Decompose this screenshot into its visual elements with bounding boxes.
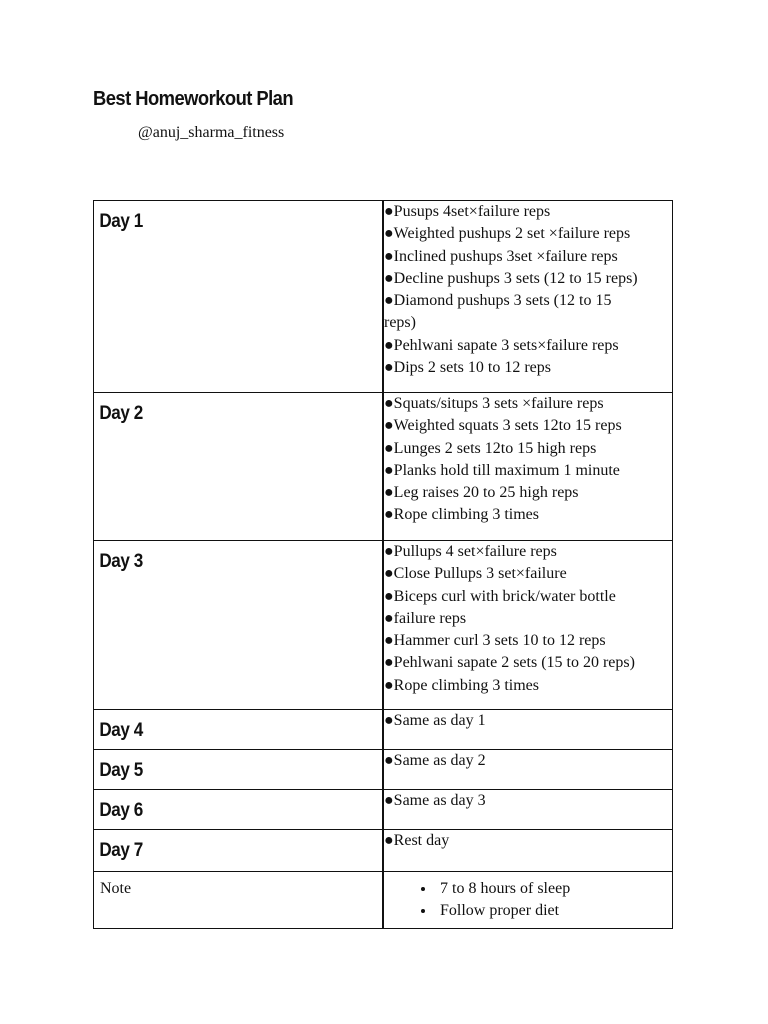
- exercise-line: ●Lunges 2 sets 12to 15 high reps: [384, 439, 597, 457]
- exercise-line: ●Decline pushups 3 sets (12 to 15 reps): [384, 269, 638, 287]
- day-cell: [94, 393, 384, 541]
- author-handle: @anuj_sharma_fitness: [138, 124, 285, 141]
- exercise-cell: [383, 201, 673, 393]
- day-label: Day 4: [99, 720, 143, 741]
- list-item: • Follow proper diet: [436, 900, 672, 922]
- exercise-line: ●Close Pullups 3 set×failure: [384, 565, 567, 583]
- exercise-cell: [383, 790, 673, 830]
- note-cell: [383, 872, 673, 929]
- exercise-line: ●Planks hold till maximum 1 minute: [384, 461, 620, 479]
- exercise-cell: [383, 710, 673, 750]
- exercise-line: ●Pullups 4 set×failure reps: [384, 543, 557, 560]
- exercise-line: ●Same as day 2: [384, 752, 486, 769]
- exercise-line: ●failure reps: [384, 609, 467, 627]
- table-row: [94, 830, 673, 872]
- exercise-line: ●Leg raises 20 to 25 high reps: [384, 484, 579, 502]
- exercise-line: ●Squats/situps 3 sets ×failure reps: [384, 395, 604, 412]
- day-cell: [94, 790, 384, 830]
- exercise-line: ●Rope climbing 3 times: [384, 506, 539, 524]
- table-row: [94, 872, 673, 929]
- day-label: Day 3: [99, 551, 143, 572]
- exercise-line: ●Rope climbing 3 times: [384, 676, 539, 694]
- exercise-line: ●Pehlwani sapate 3 sets×failure reps: [384, 336, 619, 354]
- exercise-line: ●Pusups 4set×failure reps: [384, 203, 551, 220]
- note-label: Note: [100, 880, 132, 897]
- exercise-line: reps): [384, 314, 416, 332]
- day-label: Day 6: [99, 800, 143, 821]
- day-label: Day 1: [99, 211, 143, 232]
- exercise-line: ●Biceps curl with brick/water bottle: [384, 587, 616, 605]
- exercise-line: ●Weighted pushups 2 set ×failure reps: [384, 225, 631, 243]
- exercise-cell: [383, 393, 673, 541]
- exercise-line: ●Inclined pushups 3set ×failure reps: [384, 247, 618, 265]
- day-cell: [94, 541, 384, 710]
- document-title: Best Homeworkout Plan: [93, 88, 294, 110]
- table-row: [94, 201, 673, 393]
- exercise-line: ●Same as day 1: [384, 712, 486, 729]
- note-list: [384, 878, 672, 922]
- exercise-line: ●Diamond pushups 3 sets (12 to 15: [384, 292, 612, 310]
- table-row: [94, 393, 673, 541]
- exercise-line: ●Rest day: [384, 832, 450, 849]
- exercise-line: ●Dips 2 sets 10 to 12 reps: [384, 359, 551, 377]
- list-item: • 7 to 8 hours of sleep: [436, 878, 672, 900]
- exercise-cell: [383, 830, 673, 872]
- table-row: [94, 750, 673, 790]
- day-label: Day 2: [99, 403, 143, 424]
- table-row: [94, 541, 673, 710]
- day-cell: [94, 750, 384, 790]
- exercise-line: ●Same as day 3: [384, 792, 486, 809]
- day-cell: [94, 201, 384, 393]
- table-row: [94, 710, 673, 750]
- exercise-cell: [383, 541, 673, 710]
- exercise-line: ●Weighted squats 3 sets 12to 15 reps: [384, 417, 622, 435]
- exercise-line: ●Hammer curl 3 sets 10 to 12 reps: [384, 632, 606, 650]
- table-row: [94, 790, 673, 830]
- workout-plan-table: [93, 200, 673, 929]
- note-label-cell: [94, 872, 384, 929]
- day-cell: [94, 830, 384, 872]
- exercise-cell: [383, 750, 673, 790]
- day-label: Day 7: [99, 840, 143, 861]
- day-cell: [94, 710, 384, 750]
- exercise-line: ●Pehlwani sapate 2 sets (15 to 20 reps): [384, 654, 635, 672]
- day-label: Day 5: [99, 760, 143, 781]
